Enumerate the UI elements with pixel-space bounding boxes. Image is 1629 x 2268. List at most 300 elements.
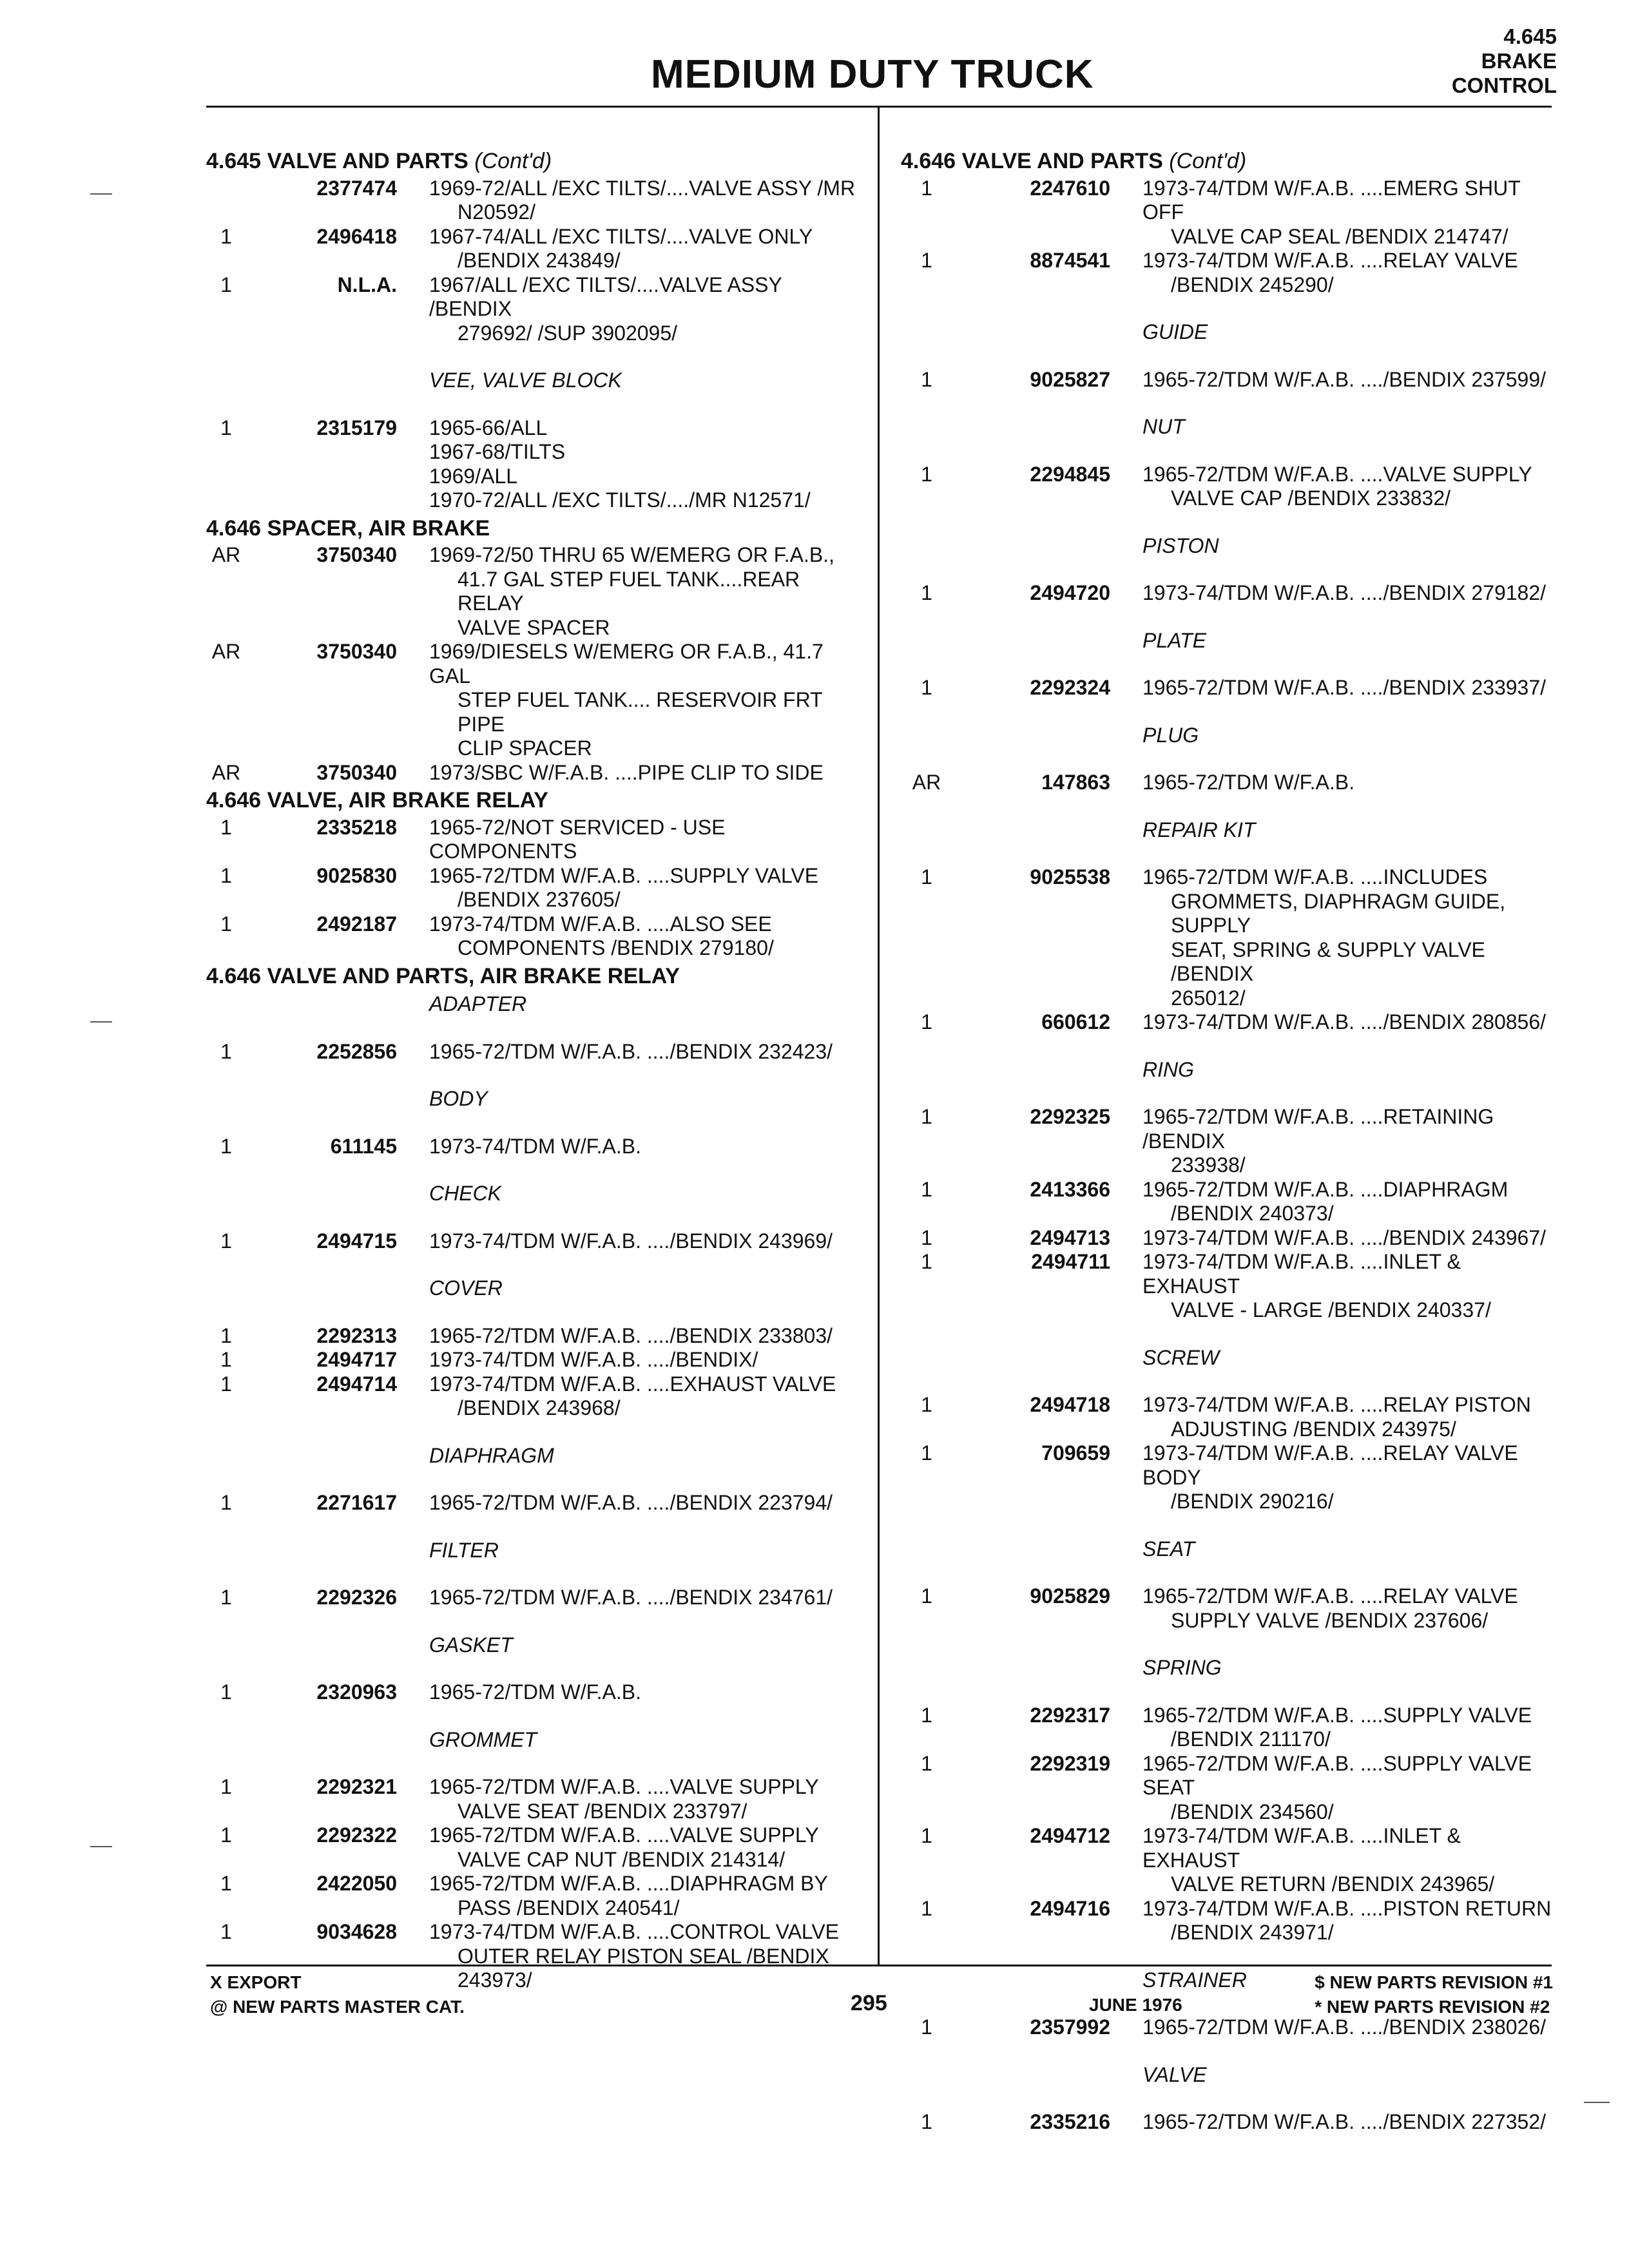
part-description-text: 1965-72/TDM W/F.A.B. ....VALVE SUPPLY xyxy=(429,1823,819,1847)
part-description xyxy=(397,1680,870,1705)
part-quantity: 1 xyxy=(220,1823,232,1847)
page-title: MEDIUM DUTY TRUCK xyxy=(651,52,1094,97)
part-description-continuation: /BENDIX 243849/ xyxy=(458,249,621,272)
part-quantity: 1 xyxy=(921,2015,932,2039)
part-number: 2357992 xyxy=(1030,2015,1110,2039)
part-group-label: PLUG xyxy=(1142,723,1199,747)
part-group-label: DIAPHRAGM xyxy=(429,1443,554,1467)
section-heading-text: 4.646 VALVE AND PARTS xyxy=(901,149,1170,173)
part-description-continuation: 233938/ xyxy=(1171,1153,1246,1177)
part-description-text: 1973-74/TDM W/F.A.B. ....RELAY PISTON xyxy=(1142,1393,1531,1416)
part-description-continuation: VALVE RETURN /BENDIX 243965/ xyxy=(1171,1872,1495,1896)
part-description xyxy=(397,1372,870,1421)
part-number: 660612 xyxy=(1041,1010,1110,1033)
part-quantity: 1 xyxy=(220,1872,232,1895)
section-heading-text: 4.646 VALVE, AIR BRAKE RELAY xyxy=(206,788,548,812)
part-group-label: PLATE xyxy=(1142,628,1206,652)
part-number: 2494718 xyxy=(1030,1393,1110,1416)
part-description xyxy=(1110,676,1552,700)
part-row xyxy=(206,1491,870,1515)
part-description-text: 1973-74/TDM W/F.A.B. ....EXHAUST VALVE xyxy=(429,1372,836,1396)
part-row xyxy=(901,1226,1552,1251)
part-row xyxy=(901,1752,1552,1825)
part-number: 2422050 xyxy=(316,1872,397,1895)
part-row xyxy=(206,1372,870,1421)
part-description xyxy=(1110,177,1552,249)
part-description-text: 1965-72/TDM W/F.A.B. xyxy=(429,1680,641,1704)
part-description-continuation: VALVE CAP NUT /BENDIX 214314/ xyxy=(458,1847,786,1871)
part-group-label: RING xyxy=(1142,1057,1194,1081)
part-group-label: SEAT xyxy=(1142,1537,1195,1561)
part-row xyxy=(901,865,1552,1010)
part-row xyxy=(901,177,1552,249)
part-quantity: 1 xyxy=(921,367,932,391)
part-description-text: 1969-72/50 THRU 65 W/EMERG OR F.A.B., xyxy=(429,543,834,566)
part-description-text: 1965-72/TDM W/F.A.B. ..../BENDIX 234761/ xyxy=(429,1586,833,1609)
part-number: 9025538 xyxy=(1030,865,1110,889)
part-quantity: 1 xyxy=(921,581,932,604)
part-row xyxy=(206,1680,870,1705)
part-description xyxy=(1110,581,1552,606)
part-row xyxy=(206,1229,870,1254)
parts-list-right-column xyxy=(901,146,1552,2135)
part-quantity: 1 xyxy=(921,1177,932,1201)
part-quantity: 1 xyxy=(921,1250,932,1273)
part-description-text: 1973-74/TDM W/F.A.B. ....INLET & EXHAUST xyxy=(1142,1250,1461,1298)
part-group-label: PISTON xyxy=(1142,533,1219,557)
left-margin-tick xyxy=(90,193,112,195)
part-description-text: 1965-72/TDM W/F.A.B. ....SUPPLY VALVE xyxy=(429,863,819,887)
part-description xyxy=(397,1491,870,1515)
part-quantity: 1 xyxy=(220,1680,232,1704)
part-group-label: STRAINER xyxy=(1142,1968,1247,1992)
part-quantity: 1 xyxy=(921,1703,932,1727)
part-number: 3750340 xyxy=(316,640,397,663)
part-quantity: 1 xyxy=(921,2110,932,2133)
part-row xyxy=(206,1872,870,1920)
part-description-continuation: VALVE CAP /BENDIX 233832/ xyxy=(1171,486,1451,510)
part-quantity: AR xyxy=(211,640,241,663)
part-quantity: 1 xyxy=(220,815,232,839)
part-number: 2492187 xyxy=(316,912,397,936)
part-group-label: SCREW xyxy=(1142,1345,1220,1369)
part-quantity: 1 xyxy=(220,224,232,248)
part-description-text: 1969/DIESELS W/EMERG OR F.A.B., 41.7 GAL xyxy=(429,640,824,687)
part-number: 709659 xyxy=(1041,1441,1110,1465)
part-description-continuation: OUTER RELAY PISTON SEAL /BENDIX 243973/ xyxy=(458,1944,829,1992)
part-quantity: 1 xyxy=(220,1039,232,1063)
part-description-continuation: /BENDIX 240373/ xyxy=(1171,1202,1334,1225)
part-quantity: 1 xyxy=(220,273,232,296)
part-description xyxy=(1110,1105,1552,1178)
part-group-label: REPAIR KIT xyxy=(1142,818,1256,841)
part-description-text: 1965-72/NOT SERVICED - USE COMPONENTS xyxy=(429,815,726,863)
part-number: 8874541 xyxy=(1030,249,1110,272)
part-description-continuation: /BENDIX 234560/ xyxy=(1171,1800,1334,1823)
part-description xyxy=(1110,368,1552,392)
part-quantity: 1 xyxy=(220,1348,232,1371)
part-number: 9034628 xyxy=(316,1920,397,1943)
section-heading xyxy=(206,149,870,174)
footer-legend-right xyxy=(1315,1970,1553,2019)
part-quantity: 1 xyxy=(921,1105,932,1128)
part-description xyxy=(397,1775,870,1823)
part-quantity: 1 xyxy=(220,912,232,936)
part-description xyxy=(1110,1824,1552,1897)
part-description-continuation: 41.7 GAL STEP FUEL TANK....REAR RELAY VALVE SPACER xyxy=(458,567,800,639)
continued-label: (Cont'd) xyxy=(474,149,552,173)
part-description xyxy=(397,273,870,346)
section-heading-text: 4.646 VALVE AND PARTS, AIR BRAKE RELAY xyxy=(206,963,680,988)
part-quantity: 1 xyxy=(220,1372,232,1396)
section-heading xyxy=(206,789,870,813)
section-heading-text: 4.646 SPACER, AIR BRAKE xyxy=(206,515,490,541)
part-quantity: AR xyxy=(211,760,241,784)
right-margin-tick xyxy=(1584,2102,1610,2103)
part-group-label: VALVE xyxy=(1142,2062,1207,2086)
part-row xyxy=(206,640,870,761)
part-row xyxy=(901,581,1552,606)
part-quantity: 1 xyxy=(921,1751,932,1775)
part-number: 2292322 xyxy=(316,1823,397,1847)
part-group-label: NUT xyxy=(1142,415,1185,438)
legend-master-catalog: @ NEW PARTS MASTER CAT. xyxy=(210,1997,465,2017)
part-description xyxy=(397,1135,870,1159)
part-description-text: 1973-74/TDM W/F.A.B. ....CONTROL VALVE xyxy=(429,1920,840,1943)
part-row xyxy=(206,816,870,864)
part-number: 2294845 xyxy=(1030,462,1110,486)
part-description xyxy=(397,1823,870,1872)
part-row xyxy=(206,1040,870,1064)
part-group-label: VEE, VALVE BLOCK xyxy=(429,369,622,392)
part-description-continuation: VALVE - LARGE /BENDIX 240337/ xyxy=(1171,1298,1491,1321)
part-row xyxy=(206,1324,870,1349)
part-quantity: 1 xyxy=(921,1584,932,1608)
part-description xyxy=(397,225,870,273)
part-group-label: BODY xyxy=(429,1087,488,1110)
part-number: 2292313 xyxy=(316,1323,397,1347)
part-description-continuation: /BENDIX 245290/ xyxy=(1171,273,1334,296)
part-quantity: 1 xyxy=(220,1491,232,1514)
part-row xyxy=(901,1824,1552,1897)
part-description-text: 1967-74/ALL /EXC TILTS/....VALVE ONLY xyxy=(429,224,813,248)
part-description-text: 1965-72/TDM W/F.A.B. ....VALVE SUPPLY xyxy=(429,1775,819,1798)
section-number: 4.645 xyxy=(1503,24,1557,48)
part-description xyxy=(397,177,870,225)
part-number: 2292324 xyxy=(1030,676,1110,699)
part-number: 9025827 xyxy=(1030,367,1110,391)
part-description xyxy=(1110,1393,1552,1441)
part-number: 3750340 xyxy=(316,543,397,566)
part-description-text: 1965-72/TDM W/F.A.B. ....SUPPLY VALVE xyxy=(1142,1703,1532,1727)
part-row xyxy=(206,543,870,640)
part-row xyxy=(901,1393,1552,1441)
part-row xyxy=(901,1441,1552,1514)
part-description-text: 1965-66/ALL 1967-68/TILTS 1969/ALL 1970-72/ALL /EXC TILTS/..../MR N12571/ xyxy=(429,416,811,512)
part-description xyxy=(1110,1250,1552,1323)
part-row xyxy=(901,1105,1552,1178)
part-number: 2494717 xyxy=(316,1348,397,1371)
part-description-text: 1973-74/TDM W/F.A.B. ..../BENDIX/ xyxy=(429,1348,758,1371)
part-quantity: 1 xyxy=(921,1010,932,1033)
part-description-continuation: ADJUSTING /BENDIX 243975/ xyxy=(1171,1417,1456,1441)
part-description-text: 1965-72/TDM W/F.A.B. ....DIAPHRAGM xyxy=(1142,1177,1509,1201)
part-description xyxy=(397,1324,870,1349)
part-description-continuation: /BENDIX 290216/ xyxy=(1171,1490,1334,1513)
part-number: 2247610 xyxy=(1030,176,1110,200)
part-row xyxy=(901,1897,1552,1945)
left-margin-tick xyxy=(90,1021,112,1023)
part-description-text: 1973-74/TDM W/F.A.B. ....INLET & EXHAUST xyxy=(1142,1824,1461,1872)
part-description-continuation: VALVE SEAT /BENDIX 233797/ xyxy=(458,1799,747,1823)
column-divider xyxy=(878,107,880,1966)
part-group-label: SPRING xyxy=(1142,1656,1222,1679)
part-number: 2292326 xyxy=(316,1586,397,1609)
part-description xyxy=(397,416,870,513)
header-section-block xyxy=(1452,24,1557,98)
part-description xyxy=(1110,1226,1552,1251)
part-quantity: 1 xyxy=(921,249,932,272)
part-description-text: 1973-74/TDM W/F.A.B. ..../BENDIX 279182/ xyxy=(1142,581,1547,604)
part-quantity: 1 xyxy=(220,1229,232,1253)
part-description xyxy=(1110,1704,1552,1752)
part-row xyxy=(901,1178,1552,1226)
part-number: 2494711 xyxy=(1031,1250,1110,1273)
part-row xyxy=(901,1250,1552,1323)
part-number: 2494712 xyxy=(1030,1824,1110,1847)
part-number: 2320963 xyxy=(316,1680,397,1704)
part-row xyxy=(901,771,1552,795)
part-description xyxy=(1110,2110,1552,2135)
part-row xyxy=(206,225,870,273)
part-description xyxy=(397,864,870,912)
part-number: 2494716 xyxy=(1030,1896,1110,1920)
section-heading xyxy=(206,517,870,541)
part-description-continuation: VALVE CAP SEAL /BENDIX 214747/ xyxy=(1171,224,1509,248)
part-description-continuation: GROMMETS, DIAPHRAGM GUIDE, SUPPLY SEAT, SPRING & SUPPLY VALVE /BENDIX 265012/ xyxy=(1171,889,1506,1010)
part-description-text: 1965-72/TDM W/F.A.B. ..../BENDIX 233803/ xyxy=(429,1323,833,1347)
part-number: 2335216 xyxy=(1030,2110,1110,2133)
part-number: 2413366 xyxy=(1030,1177,1110,1201)
part-description-text: 1973-74/TDM W/F.A.B. ..../BENDIX 243967/ xyxy=(1142,1225,1547,1249)
part-row xyxy=(206,1775,870,1823)
part-description-continuation: /BENDIX 211170/ xyxy=(1171,1727,1331,1751)
part-number: 2494713 xyxy=(1030,1225,1110,1249)
part-number: 9025830 xyxy=(316,863,397,887)
part-quantity: 1 xyxy=(921,1824,932,1847)
footer-legend-left xyxy=(210,1970,465,2019)
section-heading xyxy=(206,965,870,989)
part-description-text: 1965-72/TDM W/F.A.B. ....SUPPLY VALVE SEAT xyxy=(1142,1751,1532,1799)
part-group-label: CHECK xyxy=(429,1182,502,1205)
part-description-continuation: COMPONENTS /BENDIX 279180/ xyxy=(458,936,774,959)
part-number: 2292317 xyxy=(1030,1703,1110,1727)
legend-revision-1: $ NEW PARTS REVISION #1 xyxy=(1315,1972,1553,1992)
part-row xyxy=(901,2110,1552,2135)
part-number: 2496418 xyxy=(316,224,397,248)
part-description-text: 1965-72/TDM W/F.A.B. ..../BENDIX 223794/ xyxy=(429,1491,833,1514)
section-heading xyxy=(901,149,1552,174)
publication-date: JUNE 1976 xyxy=(1089,1995,1182,2015)
part-row xyxy=(206,416,870,513)
part-quantity: 1 xyxy=(921,1896,932,1920)
part-quantity: 1 xyxy=(921,1441,932,1465)
part-group-label: FILTER xyxy=(429,1538,499,1562)
part-row xyxy=(206,864,870,912)
part-row xyxy=(206,1823,870,1872)
part-description-continuation: N20592/ xyxy=(458,200,535,224)
part-description-text: 1973-74/TDM W/F.A.B. ....EMERG SHUT OFF xyxy=(1142,176,1521,224)
part-description-text: 1965-72/TDM W/F.A.B. ..../BENDIX 227352/ xyxy=(1142,2110,1547,2133)
part-description-text: 1965-72/TDM W/F.A.B. ..../BENDIX 237599/ xyxy=(1142,367,1547,391)
continued-label: (Cont'd) xyxy=(1169,149,1247,173)
part-description xyxy=(397,1586,870,1610)
part-description xyxy=(1110,1584,1552,1633)
part-quantity: 1 xyxy=(921,176,932,200)
part-description-text: 1973-74/TDM W/F.A.B. ....ALSO SEE xyxy=(429,912,772,936)
part-description xyxy=(1110,463,1552,511)
part-row xyxy=(901,249,1552,297)
part-description-text: 1973-74/TDM W/F.A.B. ....RELAY VALVE xyxy=(1142,249,1518,272)
part-number: 2252856 xyxy=(316,1039,397,1063)
section-heading-text: 4.645 VALVE AND PARTS xyxy=(206,149,475,173)
part-number: 147863 xyxy=(1041,771,1110,794)
part-description-text: 1965-72/TDM W/F.A.B. ..../BENDIX 232423/ xyxy=(429,1039,833,1063)
part-row xyxy=(206,1348,870,1372)
legend-revision-2: * NEW PARTS REVISION #2 xyxy=(1315,1997,1550,2017)
part-description-text: 1973-74/TDM W/F.A.B. ..../BENDIX 280856/ xyxy=(1142,1010,1547,1033)
part-description xyxy=(1110,771,1552,795)
part-group-label: GASKET xyxy=(429,1633,513,1657)
part-description xyxy=(397,640,870,761)
part-description xyxy=(397,761,870,785)
part-description-text: 1965-72/TDM W/F.A.B. ....DIAPHRAGM BY xyxy=(429,1872,828,1895)
part-row xyxy=(206,1135,870,1159)
part-description-continuation: /BENDIX 237605/ xyxy=(458,888,621,911)
part-group-label: COVER xyxy=(429,1276,503,1300)
part-number: N.L.A. xyxy=(337,273,397,296)
legend-export: X EXPORT xyxy=(210,1972,302,1992)
page-number: 295 xyxy=(851,1991,887,2015)
part-number: 2292321 xyxy=(316,1775,397,1798)
part-quantity: 1 xyxy=(220,863,232,887)
part-number: 2292319 xyxy=(1030,1751,1110,1775)
part-number: 2377474 xyxy=(316,176,397,200)
part-row xyxy=(206,912,870,961)
part-number: 2315179 xyxy=(316,416,397,439)
part-quantity: AR xyxy=(211,543,241,566)
section-name-line-1: BRAKE xyxy=(1481,49,1557,73)
part-number: 2292325 xyxy=(1030,1105,1110,1128)
parts-list-left-column xyxy=(206,146,870,1993)
part-description xyxy=(397,816,870,864)
part-quantity: 1 xyxy=(921,462,932,486)
part-description-text: 1965-72/TDM W/F.A.B. ....RELAY VALVE xyxy=(1142,1584,1518,1608)
part-row xyxy=(206,761,870,785)
part-description-text: 1973-74/TDM W/F.A.B. ....RELAY VALVE BODY xyxy=(1142,1441,1518,1489)
section-name-line-2: CONTROL xyxy=(1451,73,1557,97)
part-description-text: 1973-74/TDM W/F.A.B. ....PISTON RETURN xyxy=(1142,1896,1552,1920)
part-row xyxy=(901,1010,1552,1035)
part-number: 2494714 xyxy=(316,1372,397,1396)
part-group-label: GROMMET xyxy=(429,1727,537,1751)
part-quantity: AR xyxy=(912,771,941,794)
part-description xyxy=(397,912,870,961)
part-description xyxy=(1110,1897,1552,1945)
part-description-continuation: 279692/ /SUP 3902095/ xyxy=(458,321,678,345)
part-number: 2494715 xyxy=(316,1229,397,1253)
part-description-text: 1965-72/TDM W/F.A.B. ..../BENDIX 233937/ xyxy=(1142,676,1547,699)
part-description xyxy=(397,1872,870,1920)
part-description-continuation: STEP FUEL TANK.... RESERVOIR FRT PIPE CLIP SPACER xyxy=(458,688,823,760)
part-description-text: 1967/ALL /EXC TILTS/....VALVE ASSY /BENDIX xyxy=(429,273,782,320)
part-quantity: 1 xyxy=(220,1134,232,1158)
part-row xyxy=(206,1586,870,1610)
part-description-text: 1965-72/TDM W/F.A.B. ..../BENDIX 238026/ xyxy=(1142,2015,1547,2039)
part-row xyxy=(901,1704,1552,1752)
part-group-label: GUIDE xyxy=(1142,320,1208,343)
part-description-text: 1973/SBC W/F.A.B. ....PIPE CLIP TO SIDE xyxy=(429,760,824,784)
part-description-text: 1973-74/TDM W/F.A.B. xyxy=(429,1134,641,1158)
part-number: 2271617 xyxy=(316,1491,397,1514)
part-quantity: 1 xyxy=(921,1225,932,1249)
part-description-text: 1969-72/ALL /EXC TILTS/....VALVE ASSY /MR xyxy=(429,176,856,200)
part-description xyxy=(397,1229,870,1254)
part-row xyxy=(901,368,1552,392)
part-quantity: 1 xyxy=(921,1393,932,1416)
part-description-text: 1965-72/TDM W/F.A.B. ....RETAINING /BENDIX xyxy=(1142,1105,1494,1153)
part-description-text: 1965-72/TDM W/F.A.B. ....VALVE SUPPLY xyxy=(1142,462,1532,486)
part-description-continuation: SUPPLY VALVE /BENDIX 237606/ xyxy=(1171,1608,1489,1632)
part-description xyxy=(1110,865,1552,1010)
part-description xyxy=(397,543,870,640)
part-description xyxy=(1110,1010,1552,1035)
part-group-label: ADAPTER xyxy=(429,992,527,1015)
part-number: 611145 xyxy=(330,1134,397,1158)
part-description-text: 1965-72/TDM W/F.A.B. ....INCLUDES xyxy=(1142,865,1488,889)
part-description-text: 1973-74/TDM W/F.A.B. ..../BENDIX 243969/ xyxy=(429,1229,833,1253)
part-description xyxy=(1110,1441,1552,1514)
part-description-text: 1965-72/TDM W/F.A.B. xyxy=(1142,771,1354,794)
part-description-continuation: /BENDIX 243971/ xyxy=(1171,1921,1334,1944)
part-description xyxy=(397,1920,870,1993)
part-description xyxy=(1110,1752,1552,1825)
part-number: 3750340 xyxy=(316,760,397,784)
part-row xyxy=(206,177,870,225)
part-quantity: 1 xyxy=(220,1323,232,1347)
part-description xyxy=(1110,1178,1552,1226)
part-description xyxy=(397,1040,870,1064)
part-quantity: 1 xyxy=(220,1920,232,1943)
part-row xyxy=(901,463,1552,511)
part-description-continuation: /BENDIX 243968/ xyxy=(458,1396,621,1419)
part-row xyxy=(901,676,1552,700)
part-quantity: 1 xyxy=(921,865,932,889)
part-description-continuation: PASS /BENDIX 240541/ xyxy=(458,1896,680,1919)
left-margin-tick xyxy=(90,1846,112,1847)
part-quantity: 1 xyxy=(220,1775,232,1798)
part-quantity: 1 xyxy=(220,1586,232,1609)
part-row xyxy=(901,1584,1552,1633)
part-quantity: 1 xyxy=(220,416,232,439)
part-quantity: 1 xyxy=(921,676,932,699)
part-number: 2494720 xyxy=(1030,581,1110,604)
part-description xyxy=(397,1348,870,1372)
part-number: 2335218 xyxy=(316,815,397,839)
part-number: 9025829 xyxy=(1030,1584,1110,1608)
part-description xyxy=(1110,249,1552,297)
part-row xyxy=(206,273,870,346)
